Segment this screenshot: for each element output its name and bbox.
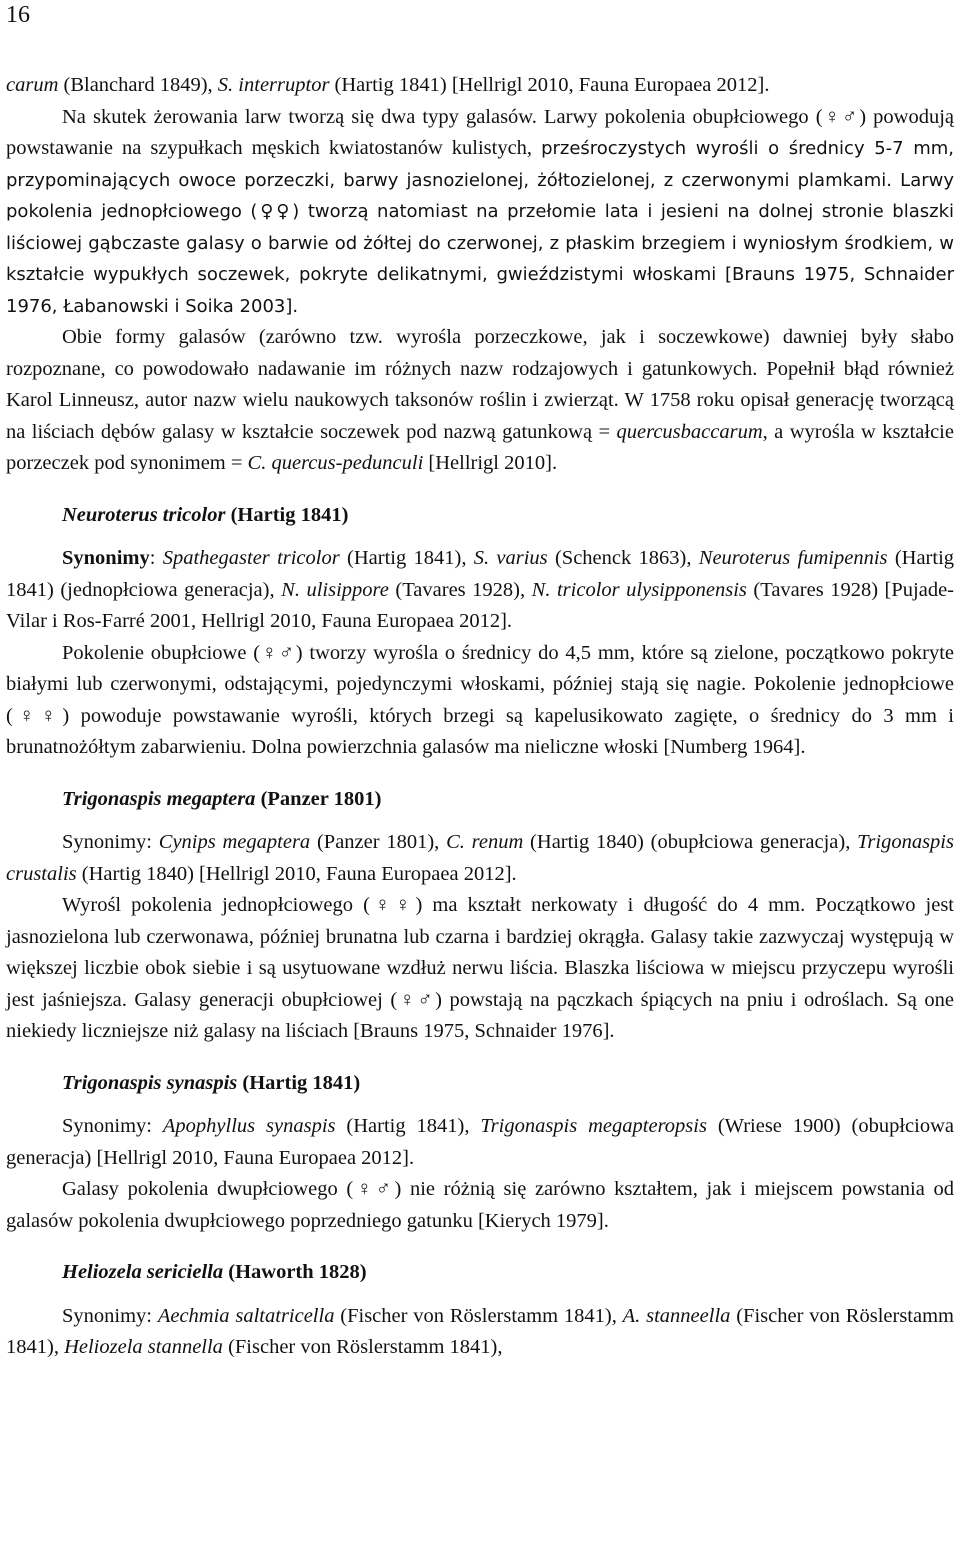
p7-run-0: Wyrośl pokolenia jednopłciowego (♀♀) ma kształt nerkowaty i długość do 4 mm. Początkowo jest jasnozielona lub czerwonawa, później brunatna lub czarna i bardziej okrągła. Galasy takie zazwyczaj występują w większej liczbie obok siebie i są usytuowane wzdłuż nerwu liścia. Blaszka liściowa w miejscu przyczepu wyrośli jest jaśniejsza. Galasy generacji obupłciowej (♀♂) powstają na pączkach śpiących na pniu i odroślach. Są one niekiedy liczniejsze niż galasy na liściach [Brauns 1975, Schnaider 1976]. [6, 894, 954, 1042]
p6-run-1: Cynips megaptera [158, 831, 311, 853]
p8-run-4: (Wriese 1900) (obupłciowa generacja) [Hellrigl 2010, Fauna Europaea 2012]. [6, 1115, 954, 1169]
p4-run-9: (Tavares 1928), [388, 578, 532, 601]
p1-run-0: carum [6, 74, 59, 96]
p3-run-2: , a wyrośla w kształcie porzeczek pod synonimem = [6, 420, 954, 474]
p10-run-4: (Fischer von Röslerstamm 1841), [6, 1304, 954, 1358]
p8-run-0: Synonimy: [62, 1115, 163, 1137]
p10-run-6: (Fischer von Röslerstamm 1841), [222, 1336, 503, 1358]
p4-run-11: (Tavares 1928) [Pujade-Vilar i Ros-Farré 2001, Hellrigl 2010, Fauna Europaea 2012]. [6, 578, 954, 632]
p4-run-3: (Hartig 1841), [339, 547, 474, 569]
p10-run-0: Synonimy: [62, 1304, 158, 1327]
p3-run-3: C. quercus-pedunculi [247, 452, 424, 474]
paragraph-synonyms-megaptera [6, 827, 954, 890]
p6-run-3: C. renum [446, 831, 524, 853]
paragraph-synonyms-heliozela [6, 1301, 954, 1364]
p1-run-3: (Hartig 1841) [Hellrigl 2010, Fauna Europaea 2012]. [329, 74, 770, 96]
p2-run-0: Na skutek żerowania larw tworzą się dwa typy galasów. Larwy pokolenia obupłciowego (♀♂) powodują powstawanie na szypułkach męskich kwiatostanów kulistych, [6, 105, 954, 159]
p3-run-4: [Hellrigl 2010]. [423, 452, 558, 474]
h1-run-1: (Hartig 1841) [225, 503, 349, 526]
paragraph-galls-description [6, 102, 954, 323]
p8-run-1: Apophyllus synaspis [162, 1115, 336, 1137]
paragraph-synonyms-neuroterus [6, 543, 954, 638]
paragraph-synonyms-synaspis [6, 1111, 954, 1174]
h3-run-1: (Hartig 1841) [237, 1071, 361, 1094]
paragraph-synaspis-description [6, 1174, 954, 1237]
p6-run-2: (Panzer 1801), [310, 831, 447, 853]
p6-run-6: (Hartig 1840) [Hellrigl 2010, Fauna Europaea 2012]. [76, 862, 517, 885]
h4-run-1: (Haworth 1828) [223, 1261, 367, 1283]
p10-run-1: Aechmia saltatricella [157, 1304, 335, 1327]
document-body [6, 70, 954, 1364]
h4-run-0: Heliozela sericiella [62, 1261, 224, 1283]
p10-run-5: Heliozela stannella [64, 1336, 223, 1358]
p4-run-4: S. varius [473, 547, 548, 569]
p2-run-1: prześroczystych wyrośli o średnicy 5-7 mm, przypominających owoce porzeczki, barwy jasnozielonej, żółtozielonej, z czerwonymi plamkami. [6, 138, 954, 191]
p10-run-3: A. stanneella [622, 1304, 731, 1327]
p4-run-5: (Schenck 1863), [547, 547, 699, 569]
p1-run-1: (Blanchard 1849), [58, 74, 218, 96]
p4-run-0: Synonimy [62, 547, 150, 569]
p4-run-2: Spathegaster tricolor [162, 547, 340, 569]
p9-run-0: Galasy pokolenia dwupłciowego (♀♂) nie różnią się zarówno kształtem, jak i miejscem powstania od galasów pokolenia dwupłciowego poprzedniego gatunku [Kierych 1979]. [6, 1178, 954, 1232]
species-heading-trigonaspis-megaptera [6, 784, 954, 816]
p6-run-0: Synonimy: [62, 831, 159, 853]
p5-run-0: Pokolenie obupłciowe (♀♂) tworzy wyrośla o średnicy do 4,5 mm, które są zielone, początkowo pokryte białymi lub czerwonymi, odstającymi, pojedynczymi włoskami, później stają się nagie. Pokolenie jednopłciowe (♀♀) powoduje powstawanie wyrośli, których brzegi są kapelusikowato zagięte, o średnicy do 3 mm i brunatnożółtym zabarwieniu. Dolna powierzchnia galasów ma nieliczne włoski [Numberg 1964]. [6, 641, 954, 758]
paragraph-megaptera-description [6, 890, 954, 1048]
species-heading-neuroterus-tricolor [6, 500, 954, 532]
p2-run-2: Larwy pokolenia jednopłciowego (♀♀) tworzą natomiast na przełomie lata i jesieni na dolnej stronie blaszki liściowej gąbczaste galasy o barwie od żółtej do czerwonej, z płaskim brzegiem i wyniosłym środkiem, w kształcie wypukłych soczewek, pokryte delikatnymi, gwieździstymi włoskami [Brauns 1975, Schnaider 1976, Łabanowski i Soika 2003]. [6, 169, 954, 317]
p6-run-5: Trigonaspis crustalis [6, 831, 954, 885]
h1-run-0: Neuroterus tricolor [62, 503, 226, 526]
h3-run-0: Trigonaspis synaspis [62, 1071, 238, 1094]
species-heading-heliozela-sericiella [6, 1257, 954, 1289]
p6-run-4: (Hartig 1840) (obupłciowa generacja), [523, 831, 858, 853]
p8-run-3: Trigonaspis megapteropsis [480, 1115, 707, 1137]
p8-run-2: (Hartig 1841), [335, 1115, 481, 1137]
p4-run-8: N. ulisippore [281, 578, 389, 601]
p4-run-6: Neuroterus fumipennis [698, 547, 888, 569]
paragraph-continuation [6, 70, 954, 102]
p3-run-1: quercusbaccarum [616, 420, 763, 443]
p10-run-2: (Fischer von Röslerstamm 1841), [334, 1304, 623, 1327]
page-number: 16 [6, 2, 30, 28]
h2-run-1: (Panzer 1801) [255, 787, 382, 810]
h2-run-0: Trigonaspis megaptera [62, 787, 256, 810]
p4-run-7: (Hartig 1841) (jednopłciowa generacja), [6, 547, 955, 601]
p3-run-0: Obie formy galasów (zarówno tzw. wyrośla porzeczkowe, jak i soczewkowe) dawniej były słabo rozpoznane, co powodowało nadawanie im różnych nazw rodzajowych i gatunkowych. Popełnił błąd również Karol Linneusz, autor nazw wielu naukowych taksonów roślin i zwierząt. W 1758 roku opisał generację tworzącą na liściach dębów galasy w kształcie soczewek pod nazwą gatunkową = [6, 326, 954, 443]
p4-run-1: : [149, 547, 163, 569]
p4-run-10: N. tricolor ulysipponensis [531, 578, 747, 601]
paragraph-neuroterus-description [6, 638, 954, 764]
p1-run-2: S. interruptor [217, 74, 330, 96]
species-heading-trigonaspis-synaspis [6, 1068, 954, 1100]
paragraph-history [6, 322, 954, 480]
